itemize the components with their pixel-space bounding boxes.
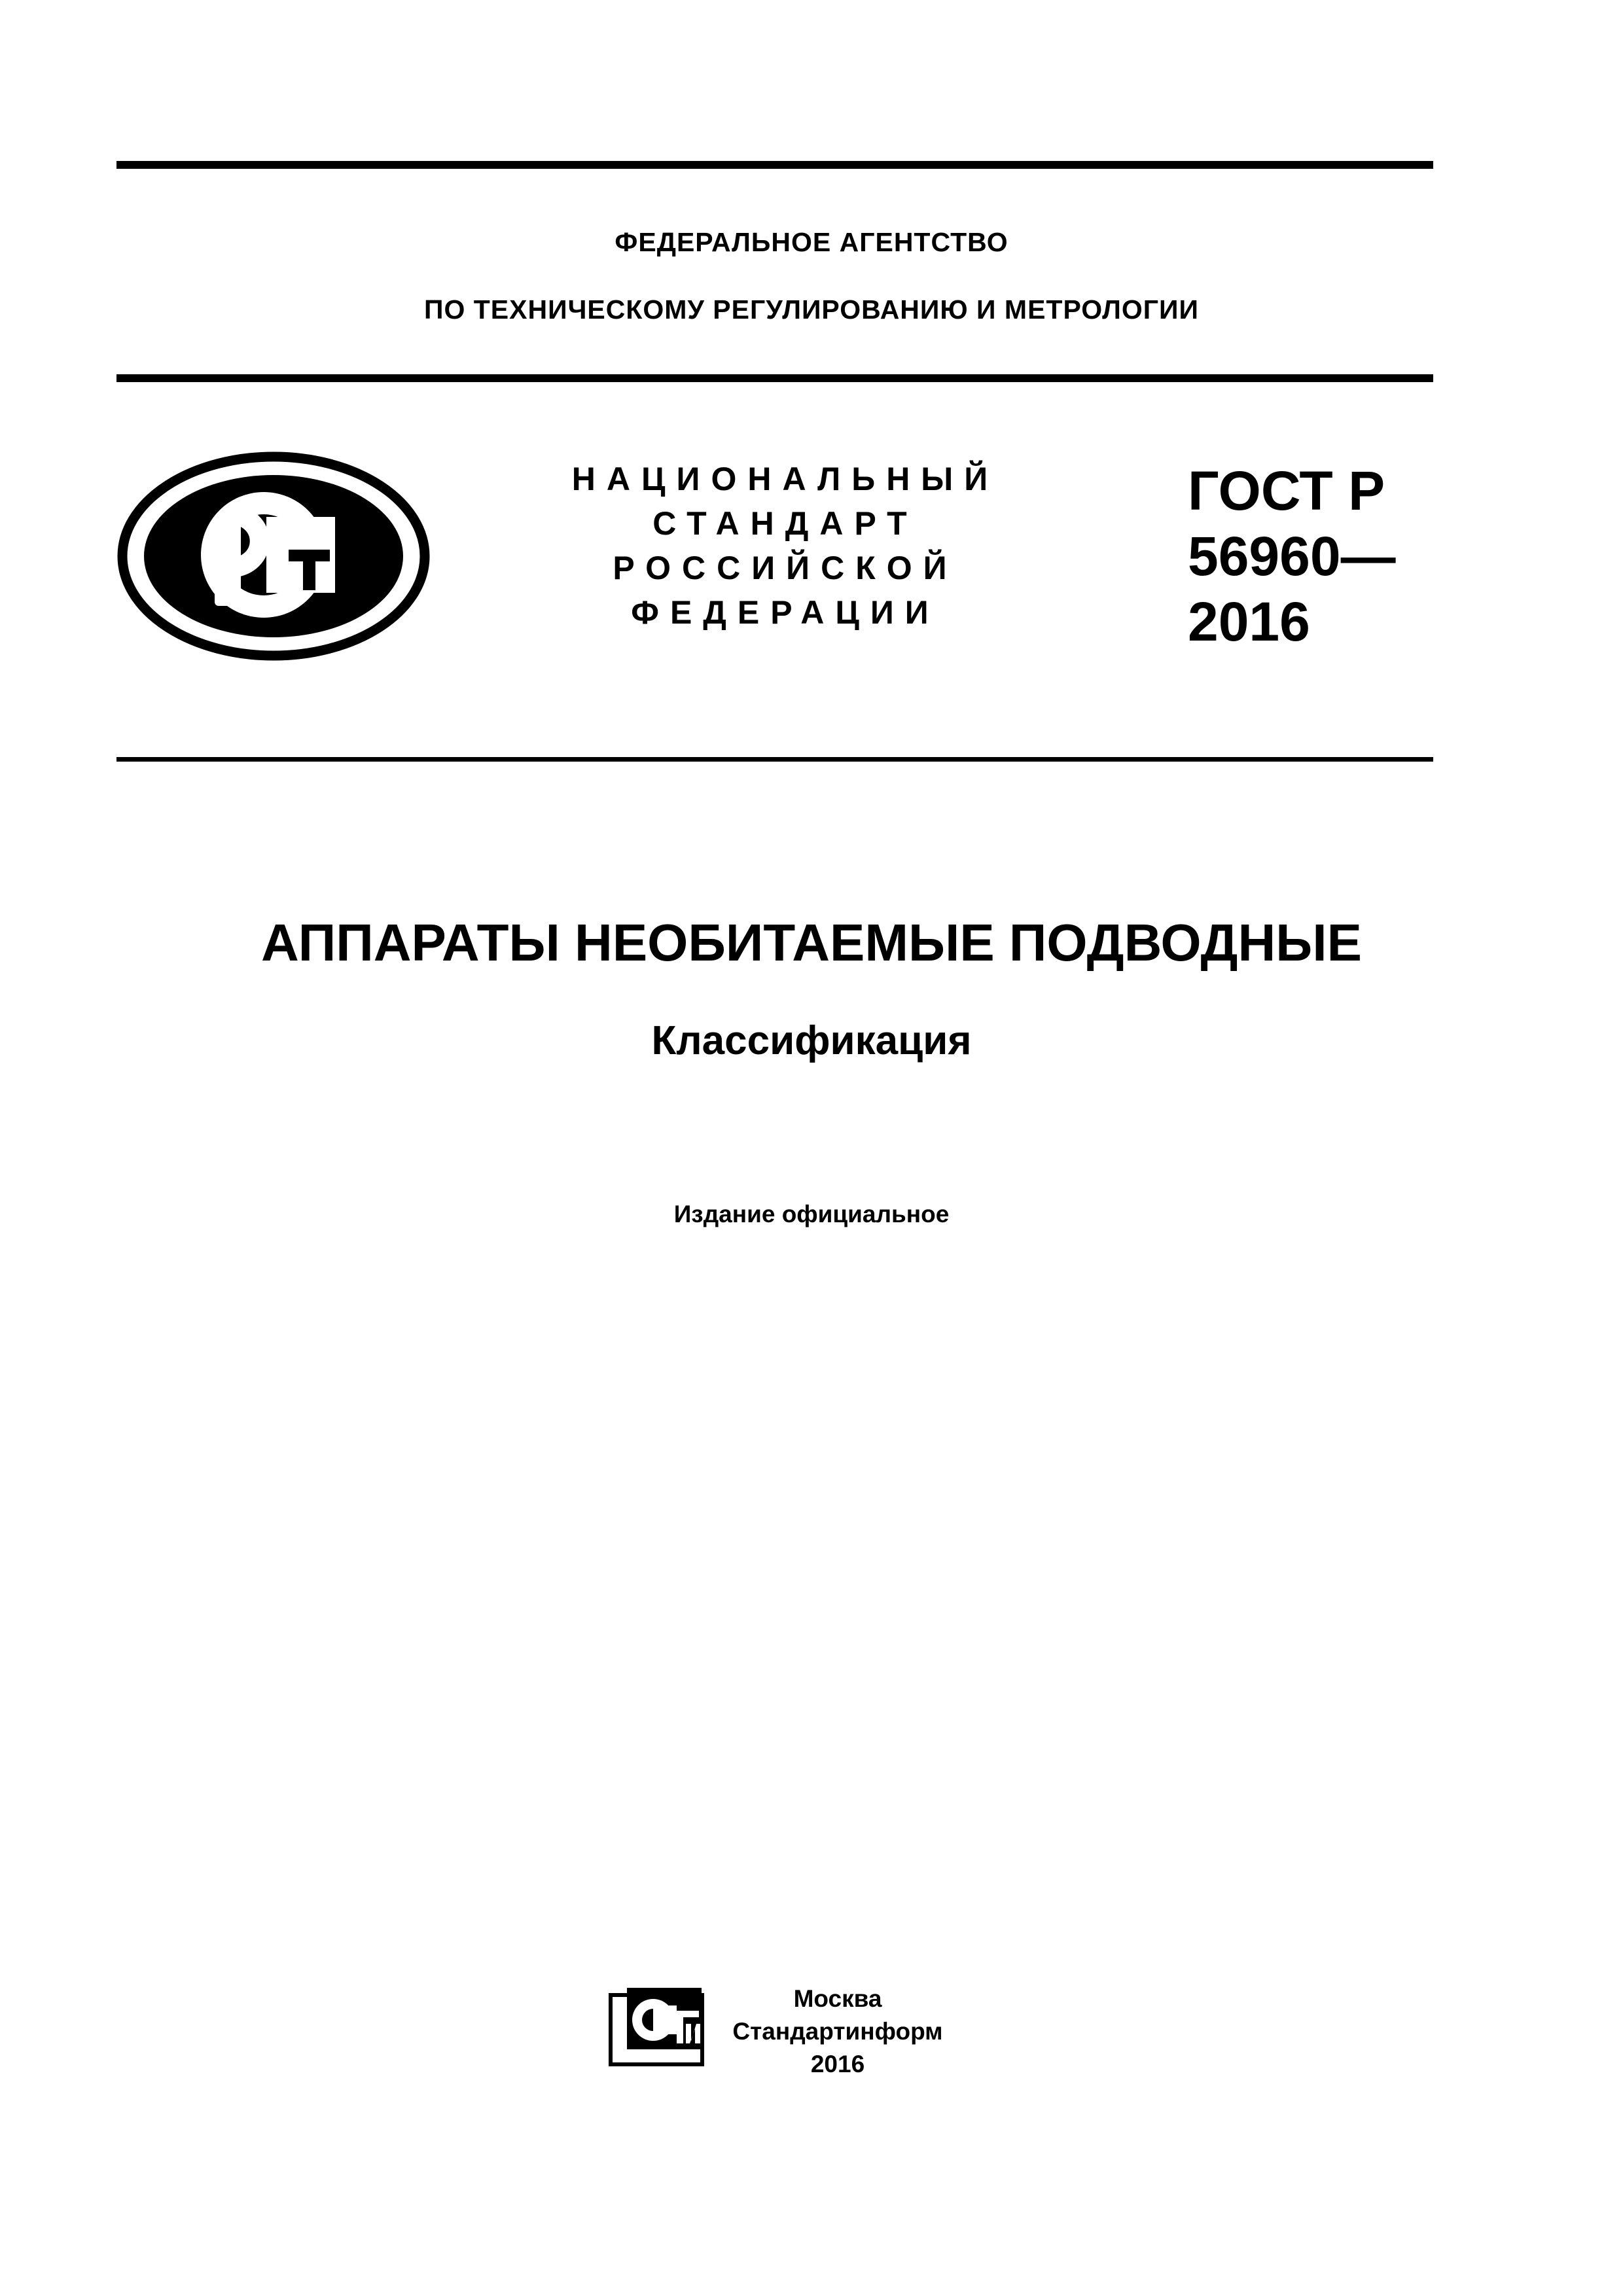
publisher-year: 2016: [810, 2051, 865, 2077]
agency-name-line2: ПО ТЕХНИЧЕСКОМУ РЕГУЛИРОВАНИЮ И МЕТРОЛОГИИ: [424, 294, 1199, 325]
standard-type-line: ФЕДЕРАЦИИ: [631, 594, 940, 631]
top-rule: [116, 161, 1433, 169]
document-title: АППАРАТЫ НЕОБИТАЕМЫЕ ПОДВОДНЫЕ: [261, 913, 1362, 972]
edition-note: Издание официальное: [673, 1201, 950, 1227]
gost-year: 2016: [1188, 591, 1310, 652]
header-rule: [116, 374, 1433, 382]
publisher-city: Москва: [793, 1985, 882, 2012]
standartinform-logo-icon: [609, 1986, 707, 2068]
gost-number: 56960—: [1188, 525, 1396, 587]
gost-designation: [1188, 458, 1396, 654]
publisher-info: [720, 1983, 955, 2081]
rst-emblem-icon: [116, 451, 431, 661]
document-subtitle: Классификация: [651, 1018, 972, 1063]
standard-type-line: НАЦИОНАЛЬНЫЙ: [571, 461, 999, 497]
agency-name-line1: ФЕДЕРАЛЬНОЕ АГЕНТСТВО: [615, 227, 1008, 257]
standard-type: [537, 457, 1034, 635]
publisher-name: Стандартинформ: [732, 2018, 943, 2045]
separator-rule: [116, 757, 1433, 762]
gost-line: ГОСТ Р: [1188, 460, 1385, 521]
standard-type-line: РОССИЙСКОЙ: [613, 550, 958, 586]
standard-type-line: СТАНДАРТ: [652, 505, 918, 542]
